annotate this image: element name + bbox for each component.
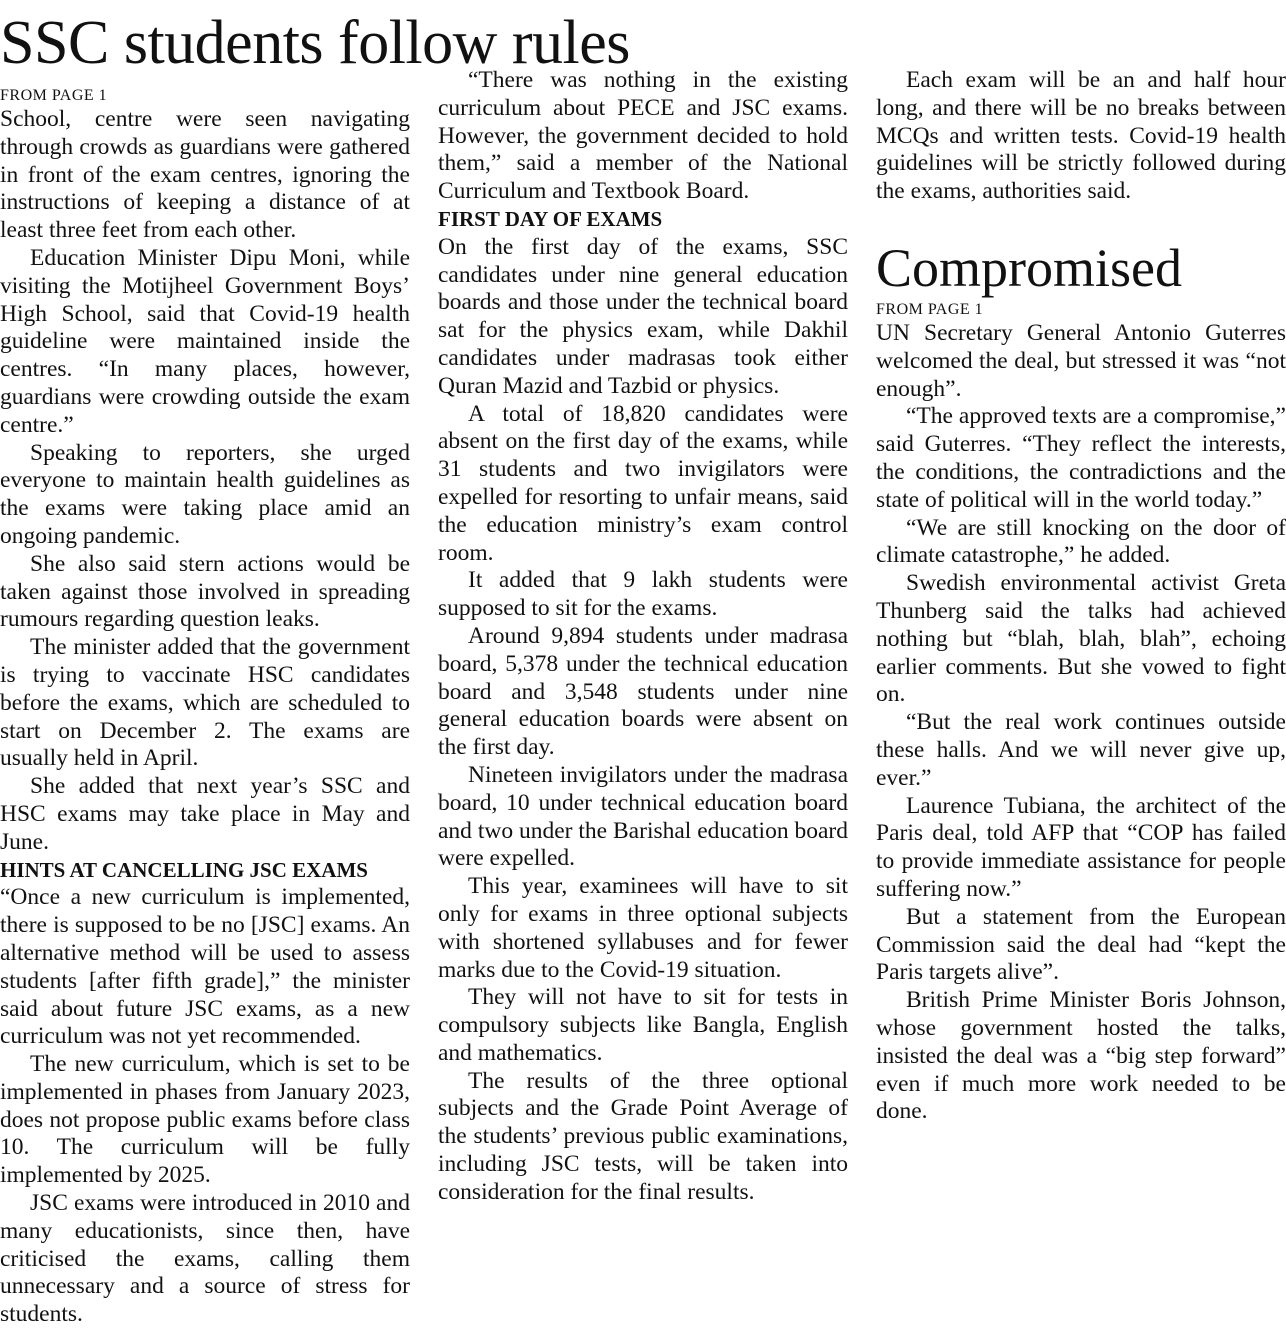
paragraph: Around 9,894 students under madrasa board, 5,378 under the technical education board and 3,548 students under nine general education boards were absent on the first day. <box>438 622 848 761</box>
story2-dateline: FROM PAGE 1 <box>876 300 984 318</box>
paragraph: A total of 18,820 candidates were absent on the first day of the exams, while 31 students and two invigilators were expelled for resorting to unfair means, said the education ministry’s exam control room. <box>438 400 848 566</box>
paragraph: But a statement from the European Commission said the deal had “kept the Paris targets alive”. <box>876 903 1286 986</box>
paragraph: JSC exams were introduced in 2010 and many educationists, since then, have criticised the exams, calling them unnecessary and a source of stress for students. <box>0 1190 410 1328</box>
paragraph: School, centre were seen navigating through crowds as guardians were gathered in front of the exam centres, ignoring the instructions of keeping a distance of at least three feet from each other. <box>0 106 410 244</box>
paragraph: Speaking to reporters, she urged everyone to maintain health guidelines as the exams were taking place amid an ongoing pandemic. <box>0 439 410 549</box>
paragraph: The results of the three optional subjects and the Grade Point Average of the students’ previous public examinations, including JSC tests, will be taken into consideration for the final results. <box>438 1067 848 1205</box>
subhead-jsc: HINTS AT CANCELLING JSC EXAMS <box>0 857 368 882</box>
paragraph: The minister added that the government is trying to vaccinate HSC candidates before the exams, which are scheduled to start on December 2. The exams are usually held in April. <box>0 634 410 772</box>
paragraph: She also said stern actions would be taken against those involved in spreading rumours regarding question leaks. <box>0 550 410 633</box>
paragraph: They will not have to sit for tests in compulsory subjects like Bangla, English and mathematics. <box>438 984 848 1066</box>
paragraph: “There was nothing in the existing curriculum about PECE and JSC exams. However, the government decided to hold them,” said a member of the National Curriculum and Textbook Board. <box>438 67 848 205</box>
paragraph: Nineteen invigilators under the madrasa board, 10 under technical education board and two under the Barishal education board were expelled. <box>438 761 848 872</box>
paragraph: Education Minister Dipu Moni, while visiting the Motijheel Government Boys’ High School, said that Covid-19 health guideline were maintained inside the centres. “In many places, however, guardians were crowding outside the exam centre.” <box>0 244 410 438</box>
paragraph: This year, examinees will have to sit only for exams in three optional subjects with shortened syllabuses and for fewer marks due to the Covid-19 situation. <box>438 873 848 983</box>
story1-headline: SSC students follow rules <box>0 9 630 77</box>
column-3 <box>876 67 1286 1126</box>
paragraph: Each exam will be an and half hour long, and there will be no breaks between MCQs and written tests. Covid-19 health guidelines will be strictly followed during the exams, authorities said. <box>876 67 1286 205</box>
story2-headline: Compromised <box>876 237 1182 298</box>
paragraph: Laurence Tubiana, the architect of the Paris deal, told AFP that “COP has failed to provide immediate assistance for people suffering now.” <box>876 792 1286 902</box>
paragraph: “But the real work continues outside these halls. And we will never give up, ever.” <box>876 709 1286 791</box>
paragraph: On the first day of the exams, SSC candidates under nine general education boards and those under the technical board sat for the physics exam, while Dakhil candidates under madrasas took either Quran Mazid and Tazbid or physics. <box>438 233 848 399</box>
paragraph: British Prime Minister Boris Johnson, whose government hosted the talks, insisted the deal was a “big step forward” even if much more work needed to be done. <box>876 987 1286 1125</box>
paragraph: Swedish environmental activist Greta Thunberg said the talks had achieved nothing but “blah, blah, blah”, echoing earlier comments. But she vowed to fight on. <box>876 570 1286 708</box>
paragraph: It added that 9 lakh students were supposed to sit for the exams. <box>438 567 848 622</box>
paragraph: UN Secretary General Antonio Guterres welcomed the deal, but stressed it was “not enough”. <box>876 319 1286 402</box>
column-2 <box>438 67 848 1207</box>
column-1 <box>0 86 410 1329</box>
paragraph: “The approved texts are a compromise,” said Guterres. “They reflect the interests, the conditions, the contradictions and the state of political will in the world today.” <box>876 403 1286 513</box>
paragraph: The new curriculum, which is set to be implemented in phases from January 2023, does not propose public exams before class 10. The curriculum will be fully implemented by 2025. <box>0 1051 410 1189</box>
paragraph: “We are still knocking on the door of climate catastrophe,” he added. <box>876 514 1286 569</box>
subhead-first-day: FIRST DAY OF EXAMS <box>438 206 663 231</box>
story1-dateline: FROM PAGE 1 <box>0 87 108 104</box>
paragraph: She added that next year’s SSC and HSC exams may take place in May and June. <box>0 773 410 855</box>
paragraph: “Once a new curriculum is implemented, there is supposed to be no [JSC] exams. An alternative method will be used to assess students [after fifth grade],” the minister said about future JSC exams, as a new curriculum was not yet recommended. <box>0 884 410 1050</box>
